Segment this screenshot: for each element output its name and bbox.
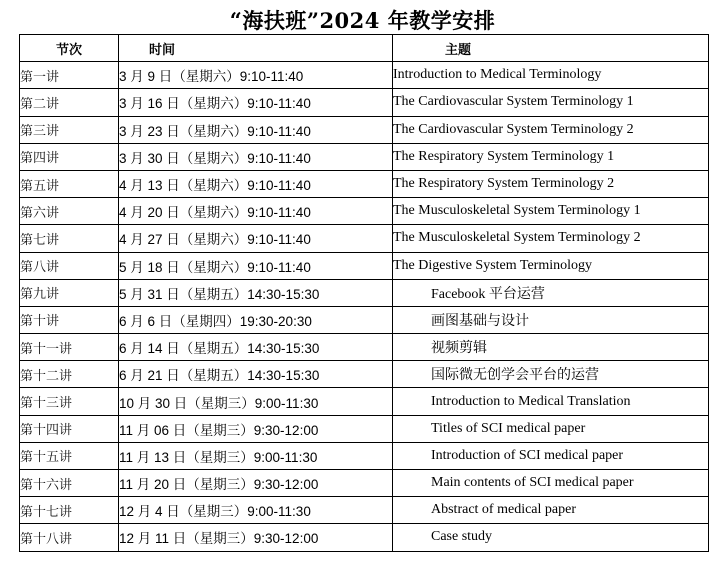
table-row [20,415,709,442]
lecture-cell: 第一讲 [20,62,119,89]
topic-cell: The Cardiovascular System Terminology 1 [393,89,709,116]
topic-cell: Abstract of medical paper [393,497,709,524]
lecture-cell: 第十讲 [20,306,119,333]
lecture-cell: 第四讲 [20,143,119,170]
table-row [20,361,709,388]
header-lecture: 节次 [20,35,119,62]
table-row [20,198,709,225]
table-row [20,116,709,143]
table-row [20,225,709,252]
lecture-cell: 第二讲 [20,89,119,116]
table-row [20,306,709,333]
table-row [20,334,709,361]
time-cell: 4 月 27 日（星期六）9:10-11:40 [119,225,393,252]
time-cell: 6 月 21 日（星期五）14:30-15:30 [119,361,393,388]
lecture-cell: 第十三讲 [20,388,119,415]
table-header-row [20,35,709,62]
lecture-cell: 第十七讲 [20,497,119,524]
topic-cell: The Digestive System Terminology [393,252,709,279]
lecture-cell: 第八讲 [20,252,119,279]
schedule-table [19,34,709,552]
time-cell: 5 月 18 日（星期六）9:10-11:40 [119,252,393,279]
time-cell: 4 月 13 日（星期六）9:10-11:40 [119,170,393,197]
lecture-cell: 第十四讲 [20,415,119,442]
topic-cell: Introduction to Medical Terminology [393,62,709,89]
topic-cell: The Musculoskeletal System Terminology 1 [393,198,709,225]
lecture-cell: 第七讲 [20,225,119,252]
time-cell: 10 月 30 日（星期三）9:00-11:30 [119,388,393,415]
time-cell: 5 月 31 日（星期五）14:30-15:30 [119,279,393,306]
time-cell: 6 月 6 日（星期四）19:30-20:30 [119,306,393,333]
topic-cell: The Respiratory System Terminology 1 [393,143,709,170]
lecture-cell: 第三讲 [20,116,119,143]
lecture-cell: 第十六讲 [20,470,119,497]
time-cell: 3 月 16 日（星期六）9:10-11:40 [119,89,393,116]
topic-cell: Introduction to Medical Translation [393,388,709,415]
time-cell: 3 月 30 日（星期六）9:10-11:40 [119,143,393,170]
time-cell: 11 月 13 日（星期三）9:00-11:30 [119,442,393,469]
time-cell: 6 月 14 日（星期五）14:30-15:30 [119,334,393,361]
table-row [20,279,709,306]
topic-cell: Main contents of SCI medical paper [393,470,709,497]
lecture-cell: 第五讲 [20,170,119,197]
topic-cell: The Cardiovascular System Terminology 2 [393,116,709,143]
topic-cell: The Musculoskeletal System Terminology 2 [393,225,709,252]
topic-cell: 视频剪辑 [393,334,709,361]
table-row [20,388,709,415]
table-row [20,524,709,551]
time-cell: 4 月 20 日（星期六）9:10-11:40 [119,198,393,225]
header-time: 时间 [119,35,393,62]
table-row [20,89,709,116]
topic-cell: Facebook 平台运营 [393,279,709,306]
header-topic: 主题 [393,35,709,62]
lecture-cell: 第十五讲 [20,442,119,469]
table-row [20,252,709,279]
topic-cell: The Respiratory System Terminology 2 [393,170,709,197]
table-row [20,497,709,524]
topic-cell: Case study [393,524,709,551]
topic-cell: Introduction of SCI medical paper [393,442,709,469]
time-cell: 12 月 4 日（星期三）9:00-11:30 [119,497,393,524]
lecture-cell: 第十二讲 [20,361,119,388]
time-cell: 11 月 20 日（星期三）9:30-12:00 [119,470,393,497]
schedule-rows [20,62,709,551]
topic-cell: 国际微无创学会平台的运营 [393,361,709,388]
page-title: “海扶班”2024 年教学安排 [229,8,496,33]
time-cell: 12 月 11 日（星期三）9:30-12:00 [119,524,393,551]
table-row [20,62,709,89]
time-cell: 3 月 9 日（星期六）9:10-11:40 [119,62,393,89]
time-cell: 3 月 23 日（星期六）9:10-11:40 [119,116,393,143]
table-row [20,442,709,469]
lecture-cell: 第十八讲 [20,524,119,551]
lecture-cell: 第十一讲 [20,334,119,361]
table-row [20,470,709,497]
topic-cell: Titles of SCI medical paper [393,415,709,442]
topic-cell: 画图基础与设计 [393,306,709,333]
time-cell: 11 月 06 日（星期三）9:30-12:00 [119,415,393,442]
lecture-cell: 第九讲 [20,279,119,306]
lecture-cell: 第六讲 [20,198,119,225]
table-row [20,143,709,170]
table-row [20,170,709,197]
